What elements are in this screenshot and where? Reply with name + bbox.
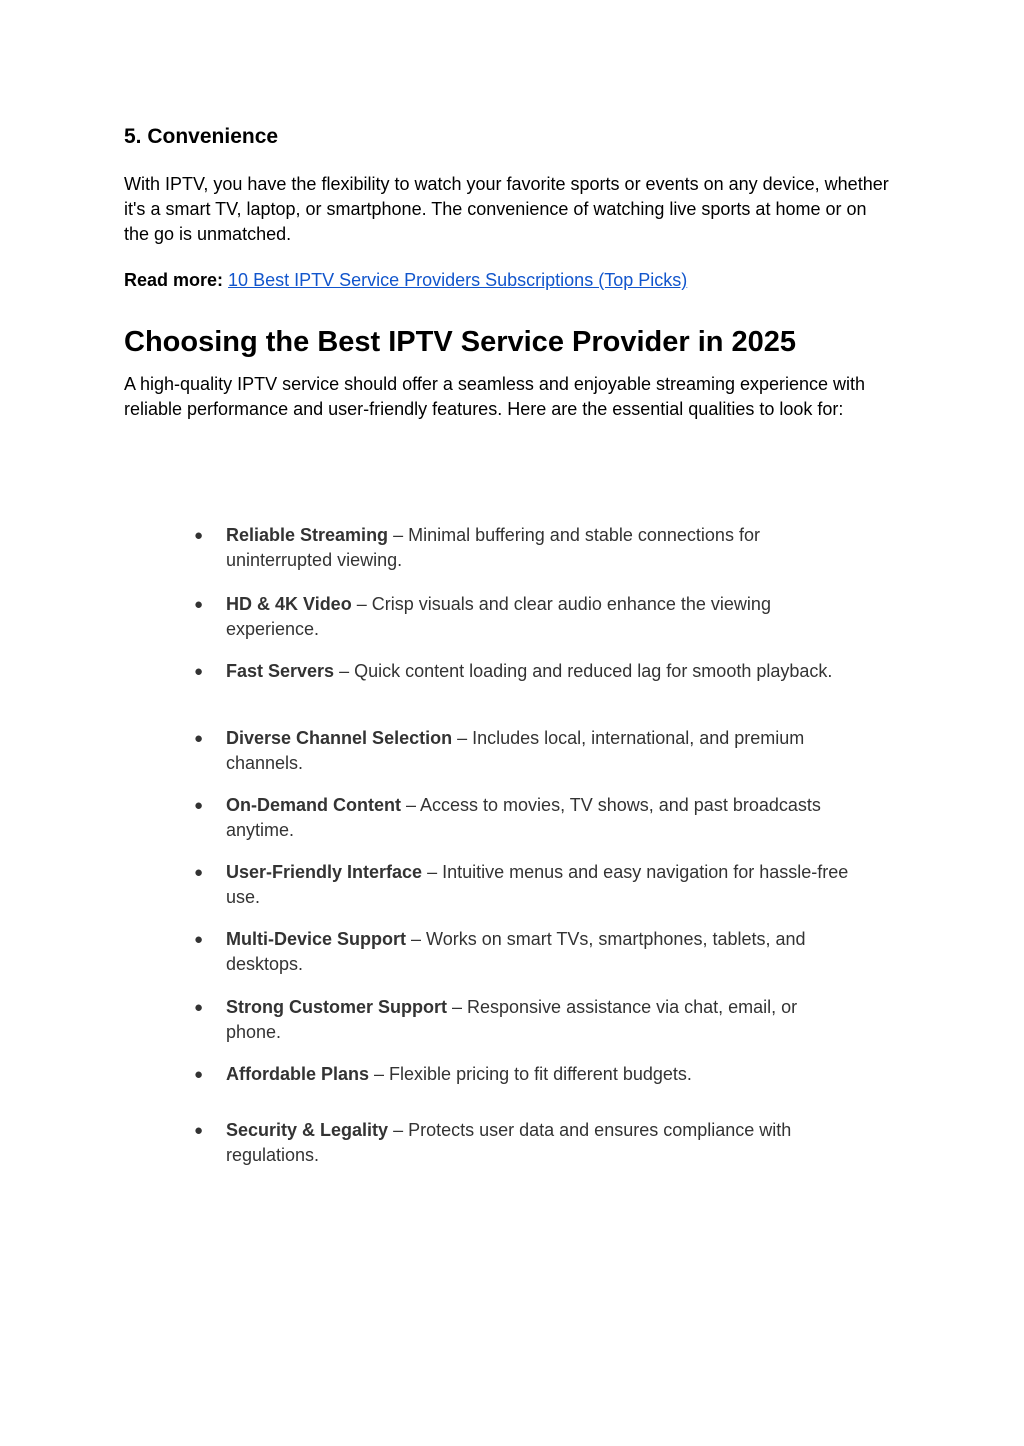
feature-desc: – Includes local, international, and premium channels. [226, 728, 805, 773]
feature-desc: – Responsive assistance via chat, email, or phone. [226, 997, 798, 1042]
bullet-icon: ● [194, 596, 204, 613]
list-item-text [226, 523, 856, 573]
bullet-icon: ● [194, 999, 204, 1016]
bullet-icon: ● [194, 663, 204, 680]
feature-desc: – Works on smart TVs, smartphones, tablets, and desktops. [226, 929, 806, 974]
feature-desc: – Protects user data and ensures compliance with regulations. [226, 1120, 792, 1165]
list-item-text [226, 860, 856, 910]
main-heading: Choosing the Best IPTV Service Provider in 2025 [124, 326, 797, 358]
bullet-icon: ● [194, 1122, 204, 1139]
feature-desc: – Minimal buffering and stable connections for uninterrupted viewing. [226, 525, 760, 570]
feature-desc: – Crisp visuals and clear audio enhance the viewing experience. [226, 594, 771, 639]
bullet-icon: ● [194, 797, 204, 814]
feature-title: Strong Customer Support [226, 997, 447, 1017]
list-item-text [226, 1118, 856, 1168]
intro-paragraph: A high-quality IPTV service should offer a seamless and enjoyable streaming experience with reliable performance and user-friendly features. Here are the essential qualities to look for: [124, 374, 866, 419]
feature-desc: – Access to movies, TV shows, and past broadcasts anytime. [226, 795, 821, 840]
list-item-text [226, 659, 856, 684]
list-item-text [226, 726, 856, 776]
bullet-icon: ● [194, 864, 204, 881]
list-item-text [226, 1062, 856, 1087]
feature-title: Diverse Channel Selection [226, 728, 453, 748]
bullet-icon: ● [194, 730, 204, 747]
feature-title: Multi-Device Support [226, 929, 407, 949]
feature-title: Affordable Plans [226, 1064, 370, 1084]
feature-title: User-Friendly Interface [226, 862, 423, 882]
read-more-link[interactable]: 10 Best IPTV Service Providers Subscriptions (Top Picks) [228, 270, 688, 290]
read-more-line [124, 268, 687, 293]
convenience-paragraph: With IPTV, you have the flexibility to watch your favorite sports or events on any device, whether it's a smart TV, laptop, or smartphone. The convenience of watching live sports at home or on the go is unmatched. [124, 174, 889, 244]
read-more-label: Read more: [124, 270, 224, 290]
bullet-icon: ● [194, 527, 204, 544]
feature-title: Fast Servers [226, 661, 335, 681]
section-heading: 5. Convenience [124, 125, 279, 148]
bullet-icon: ● [194, 1066, 204, 1083]
feature-title: Reliable Streaming [226, 525, 389, 545]
list-item-text [226, 995, 856, 1045]
feature-desc: – Intuitive menus and easy navigation for hassle-free use. [226, 862, 849, 907]
feature-desc: – Quick content loading and reduced lag for smooth playback. [334, 661, 833, 681]
feature-title: HD & 4K Video [226, 594, 352, 614]
bullet-icon: ● [194, 931, 204, 948]
feature-title: On-Demand Content [226, 795, 401, 815]
list-item-text [226, 793, 856, 843]
list-item-text [226, 592, 856, 642]
list-item-text [226, 927, 856, 977]
feature-desc: – Flexible pricing to fit different budgets. [369, 1064, 692, 1084]
feature-title: Security & Legality [226, 1120, 389, 1140]
